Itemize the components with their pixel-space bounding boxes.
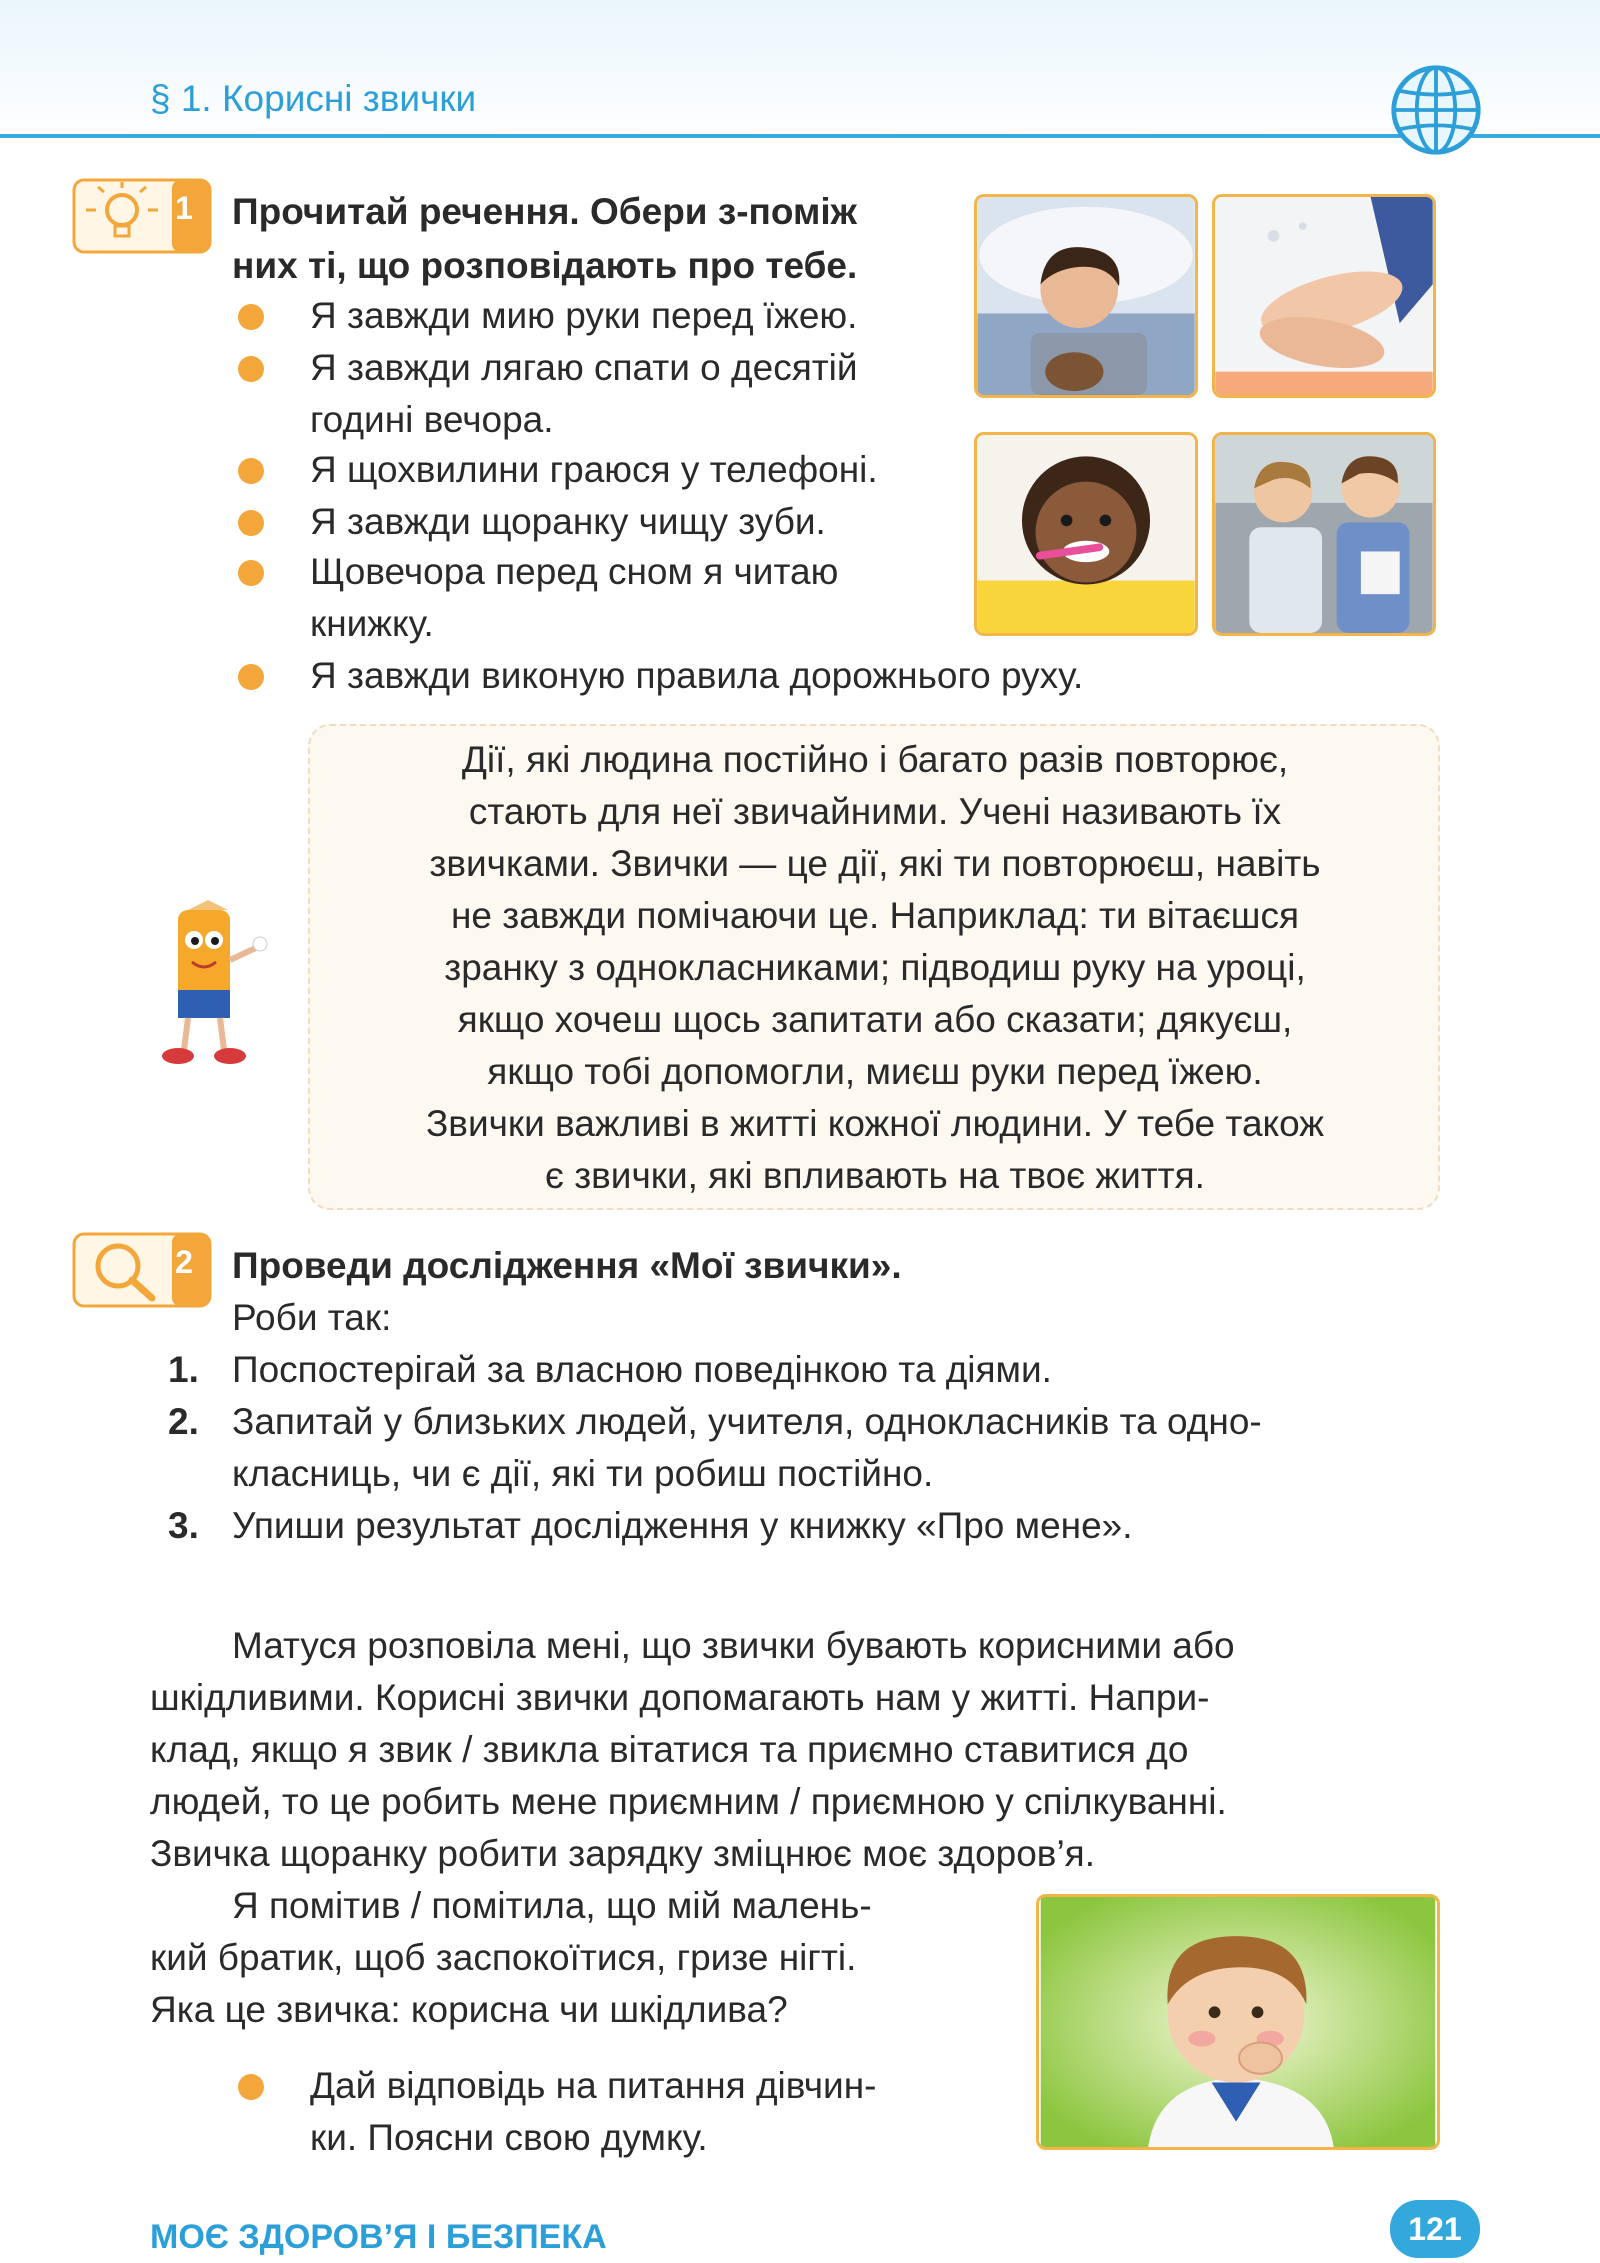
story-line: Матуся розповіла мені, що звички бувають корисними або xyxy=(232,1625,1235,1666)
story-line: Я помітив / помітила, що мій малень- xyxy=(232,1885,872,1926)
list-item: Я завжди щоранку чищу зуби. xyxy=(310,501,826,542)
story-line: клад, якщо я звик / звикла вітатися та приємно ставитися до xyxy=(150,1729,1189,1770)
list-item: Я щохвилини граюся у телефоні. xyxy=(310,449,878,490)
info-line: є звички, які впливають на твоє життя. xyxy=(545,1155,1205,1196)
task-number: 1 xyxy=(175,190,193,226)
pencil-mascot xyxy=(148,900,268,1070)
step-number: 1. xyxy=(168,1349,199,1390)
task-heading: Проведи дослідження «Мої звички». xyxy=(232,1245,902,1286)
illustration-boy-biting-nails xyxy=(1036,1894,1440,2150)
step-text: Упиши результат дослідження у книжку «Про мене». xyxy=(232,1505,1133,1546)
list-item-continued: книжку. xyxy=(310,603,434,644)
list-item: Я завжди виконую правила дорожнього руху. xyxy=(310,655,1084,696)
task-heading-line: них ті, що розповідають про тебе. xyxy=(232,245,858,286)
section-title: § 1. Корисні звички xyxy=(150,78,477,119)
bullet-dot xyxy=(238,458,264,484)
info-line: звичками. Звички — це дії, які ти повторюєш, навіть xyxy=(429,843,1321,884)
bullet-dot xyxy=(238,560,264,586)
story-line: кий братик, щоб заспокоїтися, гризе нігті. xyxy=(150,1937,857,1978)
bullet-dot xyxy=(238,356,264,382)
list-item: Я завжди лягаю спати о десятій xyxy=(310,347,858,388)
task-intro: Роби так: xyxy=(232,1297,392,1338)
info-line: не завжди помічаючи це. Наприклад: ти вітаєшся xyxy=(450,895,1300,936)
bullet-dot xyxy=(238,510,264,536)
info-line: стають для неї звичайними. Учені називають їх xyxy=(468,791,1282,832)
info-line: якщо хочеш щось запитати або сказати; дякуєш, xyxy=(457,999,1293,1040)
task-number: 2 xyxy=(175,1244,193,1280)
photo-brushing-teeth xyxy=(974,432,1198,636)
story-line: Яка це звичка: корисна чи шкідлива? xyxy=(150,1989,788,2030)
step-text: Запитай у близьких людей, учителя, однокласників та одно- xyxy=(232,1401,1262,1442)
page-number: 121 xyxy=(1390,2200,1480,2258)
info-line: Звички важливі в житті кожної людини. У тебе також xyxy=(425,1103,1325,1144)
list-item-continued: годині вечора. xyxy=(310,399,554,440)
step-number: 2. xyxy=(168,1401,199,1442)
bullet-dot xyxy=(238,2074,264,2100)
photo-sleeping-boy xyxy=(974,194,1198,398)
task-heading-line: Прочитай речення. Обери з-поміж xyxy=(232,191,857,232)
step-text: Поспостерігай за власною поведінкою та діями. xyxy=(232,1349,1052,1390)
step-number: 3. xyxy=(168,1505,199,1546)
footer-section: МОЄ ЗДОРОВ’Я І БЕЗПЕКА xyxy=(150,2218,607,2256)
story-line: шкідливими. Корисні звички допомагають нам у житті. Напри- xyxy=(150,1677,1210,1718)
list-item: Дай відповідь на питання дівчин- xyxy=(310,2065,877,2106)
story-line: людей, то це робить мене приємним / приємною у спілкуванні. xyxy=(150,1781,1227,1822)
info-line: якщо тобі допомогли, миєш руки перед їжею. xyxy=(487,1051,1263,1092)
photo-washing-hands xyxy=(1212,194,1436,398)
list-item: Щовечора перед сном я читаю xyxy=(310,551,839,592)
list-item: Я завжди мию руки перед їжею. xyxy=(310,295,858,336)
globe-icon xyxy=(1388,62,1484,158)
header-line xyxy=(0,134,1600,138)
list-item-continued: ки. Поясни свою думку. xyxy=(310,2117,708,2158)
photo-boys-walking xyxy=(1212,432,1436,636)
bullet-dot xyxy=(238,664,264,690)
info-line: Дії, які людина постійно і багато разів повторює, xyxy=(461,739,1289,780)
bullet-dot xyxy=(238,304,264,330)
info-line: зранку з однокласниками; підводиш руку на уроці, xyxy=(444,947,1306,988)
step-text-continued: класниць, чи є дії, які ти робиш постійно. xyxy=(232,1453,934,1494)
story-line: Звичка щоранку робити зарядку зміцнює моє здоров’я. xyxy=(150,1833,1095,1874)
